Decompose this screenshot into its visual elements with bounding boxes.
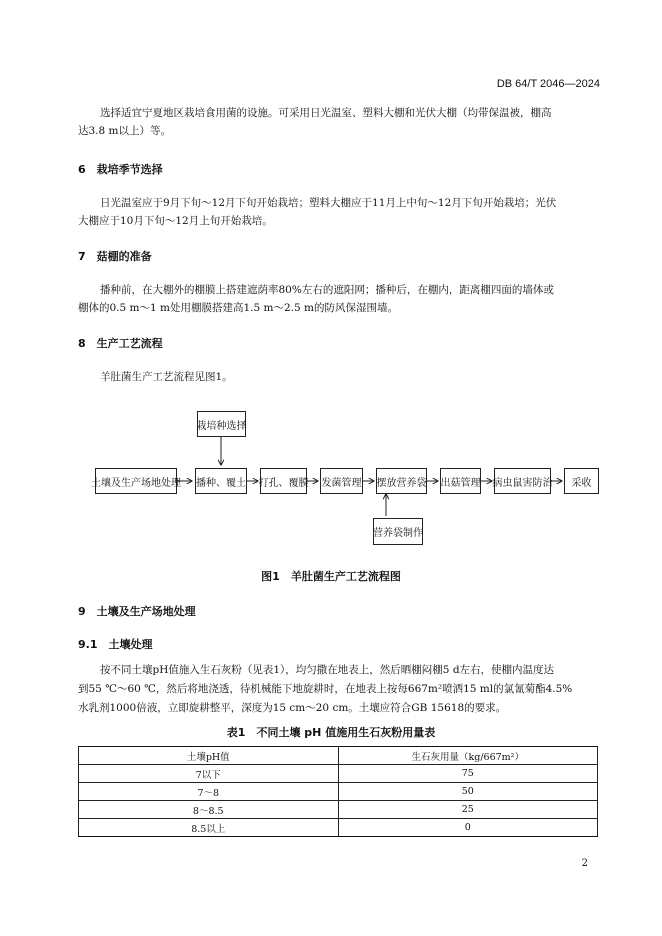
- table-cell-ph: 8.5以上: [79, 819, 339, 837]
- section-8-line-1: 羊肚菌生产工艺流程见图1。: [100, 371, 233, 383]
- table-row: [79, 783, 598, 801]
- flow-step-7: 病虫鼠害防治: [494, 468, 551, 494]
- flow-step-4: 发菌管理: [320, 468, 363, 494]
- lime-dosage-table: [78, 746, 598, 837]
- flow-box-top: 栽培种选择: [197, 411, 246, 437]
- flow-box-bottom: 营养袋制作: [373, 518, 423, 545]
- intro-line-2: 达3.8 m以上）等。: [78, 125, 171, 137]
- section-9-1-heading: 9.1 土壤处理: [78, 638, 153, 651]
- table-header-ph: 土壤pH值: [79, 747, 339, 765]
- table-header-row: [79, 747, 598, 765]
- table-cell-dosage: 0: [338, 819, 598, 837]
- section-7-line-2: 棚体的0.5 m～1 m处用棚膜搭建高1.5 m～2.5 m的防风保湿围墙。: [78, 302, 398, 314]
- table-header-dosage: 生石灰用量（kg/667m²）: [338, 747, 598, 765]
- section-6-line-1: 日光温室应于9月下旬～12月下旬开始栽培；塑料大棚应于11月上中旬～12月下旬开始栽培；光伏: [100, 197, 557, 209]
- section-9-1-line-1: 按不同土壤pH值施入生石灰粉（见表1），均匀撒在地表上，然后晒棚闷棚5 d左右，使棚内温度达: [100, 664, 555, 676]
- table-cell-dosage: 50: [338, 783, 598, 801]
- flow-step-3: 打孔、覆膜: [260, 468, 307, 494]
- table-cell-ph: 7～8: [79, 783, 339, 801]
- flow-step-2: 播种、覆土: [195, 468, 247, 494]
- section-6-line-2: 大棚应于10月下旬～12月上旬开始栽培。: [78, 215, 273, 227]
- section-9-heading: 9 土壤及生产场地处理: [78, 605, 196, 618]
- section-9-1-line-3: 水乳剂1000倍液，立即旋耕整平，深度为15 cm～20 cm。土壤应符合GB 15618的要求。: [78, 702, 507, 714]
- flow-step-8: 采收: [564, 468, 599, 494]
- table-row: [79, 819, 598, 837]
- flow-step-6: 出菇管理: [440, 468, 481, 494]
- table-cell-dosage: 25: [338, 801, 598, 819]
- table-cell-ph: 8～8.5: [79, 801, 339, 819]
- page-number: 2: [581, 858, 588, 869]
- section-6-heading: 6 栽培季节选择: [78, 163, 163, 176]
- table-1-caption: 表1 不同土壤 pH 值施用生石灰粉用量表: [226, 726, 436, 739]
- table-row: [79, 801, 598, 819]
- intro-line-1: 选择适宜宁夏地区栽培食用菌的设施。可采用日光温室、塑料大棚和光伏大棚（均带保温被，棚高: [100, 107, 552, 119]
- section-7-line-1: 播种前，在大棚外的棚膜上搭建遮荫率80%左右的遮阳网；播种后，在棚内，距离棚四面的墙体或: [100, 284, 554, 296]
- section-7-heading: 7 菇棚的准备: [78, 250, 152, 263]
- table-cell-ph: 7以下: [79, 765, 339, 783]
- figure-1-caption: 图1 羊肚菌生产工艺流程图: [261, 570, 401, 583]
- table-row: [79, 765, 598, 783]
- table-cell-dosage: 75: [338, 765, 598, 783]
- section-8-heading: 8 生产工艺流程: [78, 337, 163, 350]
- flow-step-1: 土壤及生产场地处理: [95, 468, 177, 494]
- flow-step-5: 摆放营养袋: [376, 468, 427, 494]
- standard-number: DB 64/T 2046—2024: [496, 78, 600, 90]
- section-9-1-line-2: 到55 ℃～60 ℃，然后将地浇透，待机械能下地旋耕时，在地表上按每667m²喷洒15 ml的氯氰菊酯4.5%: [78, 683, 573, 695]
